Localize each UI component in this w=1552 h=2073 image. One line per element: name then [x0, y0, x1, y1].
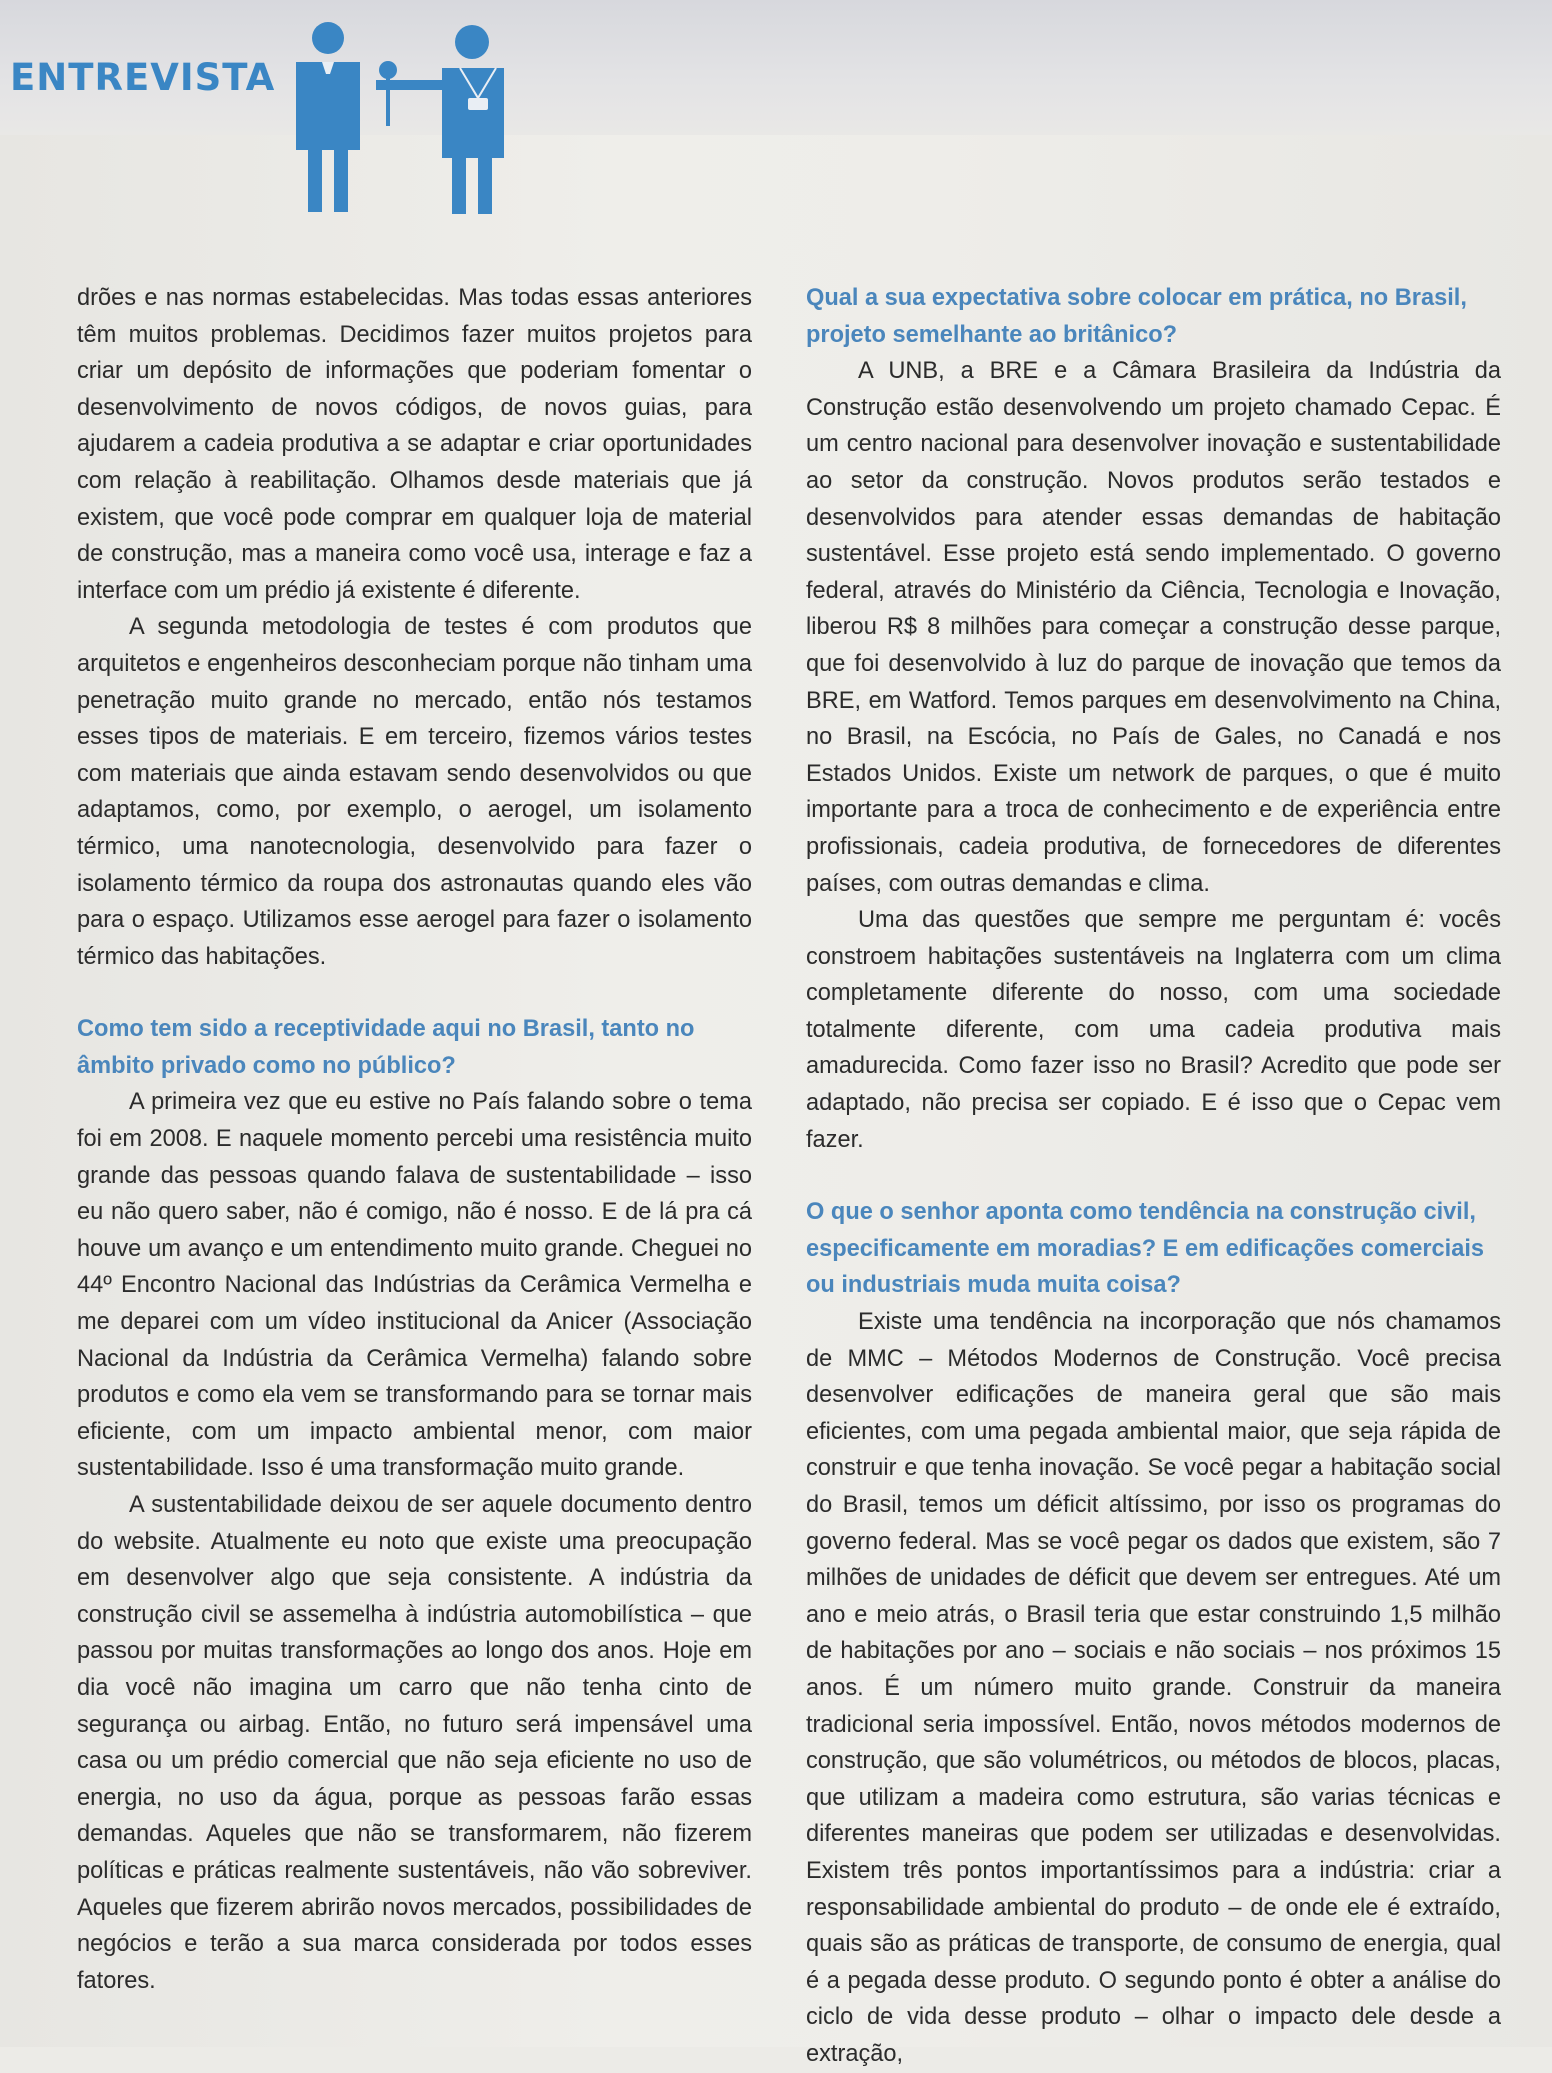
- paragraph: A sustentabilidade deixou de ser aquele documento dentro do website. Atualmente eu noto que existe uma preocupação em desenvolver algo que seja consistente. A indústria da construção civil se assemelha à indústria automobilística – que passou por muitas transformações ao longo dos anos. Hoje em dia você não imagina um carro que não tenha cinto de segurança ou airbag. Então, no futuro será impensável uma casa ou um prédio comercial que não seja eficiente no uso de energia, no uso da água, porque as pessoas farão essas demandas. Aqueles que não se transformarem, não fizerem políticas e práticas realmente sustentáveis, não vão sobreviver. Aqueles que fizerem abrirão novos mercados, possibilidades de negócios e terão a sua marca considerada por todos esses fatores.: [77, 1492, 752, 1994]
- interview-question: O que o senhor aponta como tendência na construção civil, especificamente em moradias? E em edificações comerciais ou industriais muda muita coisa?: [806, 1199, 1484, 1299]
- paragraph: A primeira vez que eu estive no País falando sobre o tema foi em 2008. E naquele momento percebi uma resistência muito grande das pessoas quando falava de sustentabilidade – isso eu não quero saber, não é comigo, não é nosso. E de lá pra cá houve um avanço e um entendimento muito grande. Cheguei no 44º Encontro Nacional das Indústrias da Cerâmica Vermelha e me deparei com um vídeo institucional da Anicer (Associação Nacional da Indústria da Cerâmica Vermelha) falando sobre produtos e como ela vem se transformando para se tornar mais eficiente, com um impacto ambiental menor, com maior sustentabilidade. Isso é uma transformação muito grande.: [77, 1089, 752, 1482]
- left-column: [77, 280, 752, 1999]
- paragraph: drões e nas normas estabelecidas. Mas todas essas anteriores têm muitos problemas. Decidimos fazer muitos projetos para criar um depósito de informações que poderiam fomentar o desenvolvimento de novos códigos, de novos guias, para ajudarem a cadeia produtiva a se adaptar e criar oportunidades com relação à reabilitação. Olhamos desde materiais que já existem, que você pode comprar em qualquer loja de material de construção, mas a maneira como você usa, interage e faz a interface com um prédio já existente é diferente.: [77, 285, 752, 604]
- paragraph: Existe uma tendência na incorporação que nós chamamos de MMC – Métodos Modernos de Construção. Você precisa desenvolver edificações de maneira geral que são mais eficientes, com uma pegada ambiental maior, que seja rápida de construir e que tenha inovação. Se você pegar a habitação social do Brasil, temos um déficit altíssimo, por isso os programas do governo federal. Mas se você pegar os dados que existem, são 7 milhões de unidades de déficit que devem ser entregues. Até um ano e meio atrás, o Brasil teria que estar construindo 1,5 milhão de habitações por ano – sociais e não sociais – nos próximos 15 anos. É um número muito grande. Construir da maneira tradicional seria impossível. Então, novos métodos modernos de construção, que são volumétricos, ou métodos de blocos, placas, que utilizam a madeira como estrutura, são varias técnicas e diferentes maneiras que podem ser utilizadas e desenvolvidas. Existem três pontos importantíssimos para a indústria: criar a responsabilidade ambiental do produto – de onde ele é extraído, quais são as práticas de transporte, de consumo de energia, qual é a pegada desse produto. O segundo ponto é obter a análise do ciclo de vida desse produto – olhar o impacto dele desde a extração,: [806, 1309, 1501, 2067]
- section-label: ENTREVISTA: [10, 56, 276, 99]
- interview-people-microphone-icon: [290, 20, 520, 220]
- right-column: [806, 280, 1501, 2073]
- interview-question: Como tem sido a receptividade aqui no Brasil, tanto no âmbito privado como no público?: [77, 1016, 695, 1079]
- paragraph: Uma das questões que sempre me perguntam é: vocês constroem habitações sustentáveis na Inglaterra com um clima completamente diferente do nosso, com uma sociedade totalmente diferente, com uma cadeia produtiva mais amadurecida. Como fazer isso no Brasil? Acredito que pode ser adaptado, não precisa ser copiado. E é isso que o Cepac vem fazer.: [806, 907, 1501, 1153]
- paragraph: A UNB, a BRE e a Câmara Brasileira da Indústria da Construção estão desenvolvendo um projeto chamado Cepac. É um centro nacional para desenvolver inovação e sustentabilidade ao setor da construção. Novos produtos serão testados e desenvolvidos para atender essas demandas de habitação sustentável. Esse projeto está sendo implementado. O governo federal, através do Ministério da Ciência, Tecnologia e Inovação, liberou R$ 8 milhões para começar a construção desse parque, que foi desenvolvido à luz do parque de inovação que temos da BRE, em Watford. Temos parques em desenvolvimento na China, no Brasil, na Escócia, no País de Gales, no Canadá e nos Estados Unidos. Existe um network de parques, o que é muito importante para a troca de conhecimento e de experiência entre profissionais, cadeia produtiva, de fornecedores de diferentes países, com outras demandas e clima.: [806, 358, 1501, 897]
- paragraph: A segunda metodologia de testes é com produtos que arquitetos e engenheiros desconheciam porque não tinham uma penetração muito grande no mercado, então nós testamos esses tipos de materiais. E em terceiro, fizemos vários testes com materiais que ainda estavam sendo desenvolvidos ou que adaptamos, como, por exemplo, o aerogel, um isolamento térmico, uma nanotecnologia, desenvolvido para fazer o isolamento térmico da roupa dos astronautas quando eles vão para o espaço. Utilizamos esse aerogel para fazer o isolamento térmico das habitações.: [77, 614, 752, 970]
- interview-question: Qual a sua expectativa sobre colocar em prática, no Brasil, projeto semelhante ao britânico?: [806, 285, 1467, 348]
